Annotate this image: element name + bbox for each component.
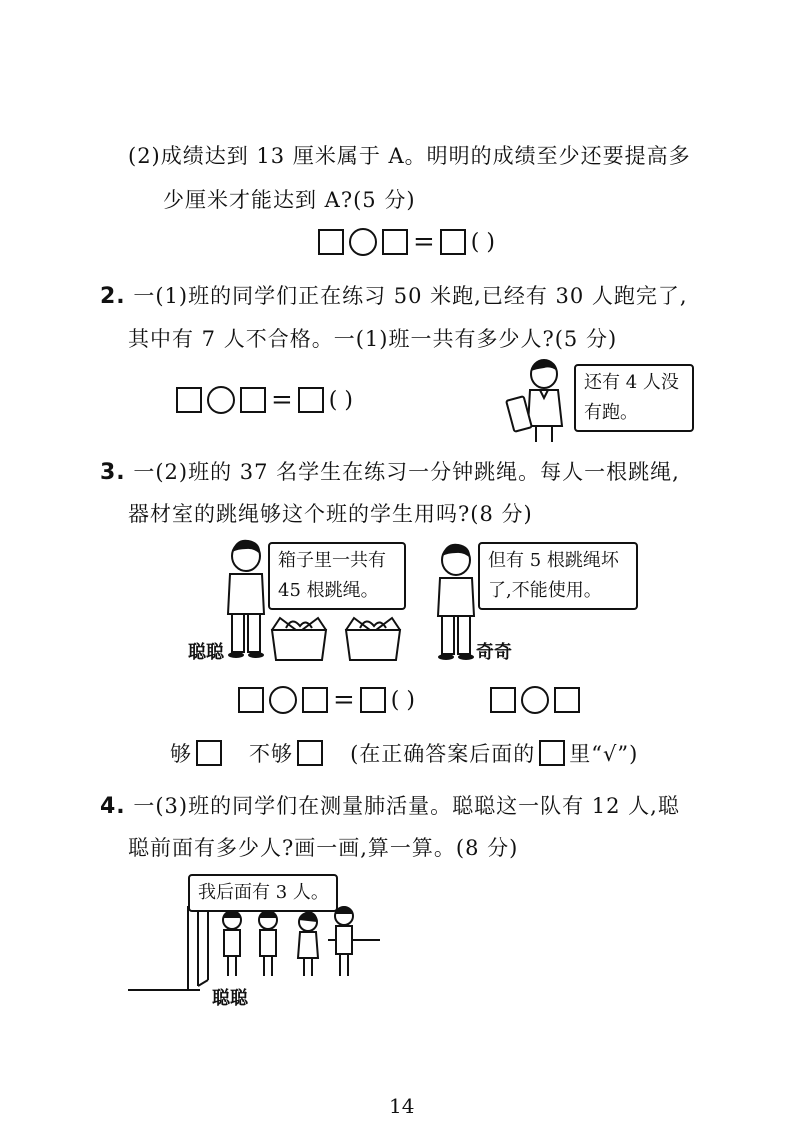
comparison-circle[interactable] — [521, 686, 549, 714]
page-number: 14 — [389, 1094, 415, 1118]
answer-box[interactable] — [360, 687, 386, 713]
q1-equation — [318, 228, 495, 256]
answer-box[interactable] — [176, 387, 202, 413]
equals-sign: = — [413, 227, 435, 257]
boy-qiqi-illustration — [432, 540, 480, 664]
operator-circle[interactable] — [207, 386, 235, 414]
answer-box[interactable] — [238, 687, 264, 713]
answer-box[interactable] — [382, 229, 408, 255]
q3-equation — [238, 686, 415, 714]
boy-congcong-illustration — [222, 536, 270, 660]
question-number: 3. — [100, 460, 126, 485]
teacher-with-clipboard-illustration — [496, 356, 586, 446]
q3-answer-choices — [170, 738, 638, 768]
bubble-line: 但有 5 根跳绳坏 — [488, 550, 619, 571]
answer-box[interactable] — [554, 687, 580, 713]
choice-not-enough-label: 不够 — [249, 742, 294, 766]
operator-circle[interactable] — [269, 686, 297, 714]
q4-line1 — [100, 790, 680, 820]
instruction-box-icon — [539, 740, 565, 766]
q3-comparison — [490, 686, 580, 714]
q3-line1 — [100, 456, 680, 486]
q4-text-line1: 一(3)班的同学们在测量肺活量。聪聪这一队有 12 人,聪 — [133, 794, 680, 818]
q4-line2: 聪前面有多少人?画一画,算一算。(8 分) — [128, 836, 519, 860]
equals-sign: = — [333, 685, 355, 715]
q2-equation — [176, 386, 353, 414]
q3-line2: 器材室的跳绳够这个班的学生用吗?(8 分) — [128, 502, 533, 526]
child-figure — [335, 906, 353, 976]
speech-bubble — [478, 542, 638, 610]
child-figure — [298, 911, 318, 976]
choice-enough-label: 够 — [170, 742, 192, 766]
speech-bubble — [574, 364, 694, 432]
speech-bubble: 我后面有 3 人。 — [188, 874, 338, 912]
speech-bubble — [268, 542, 406, 610]
box-of-jump-ropes-illustration — [340, 614, 406, 664]
name-label-congcong: 聪聪 — [188, 642, 224, 663]
answer-box[interactable] — [240, 387, 266, 413]
operator-circle[interactable] — [349, 228, 377, 256]
bubble-line: 45 根跳绳。 — [278, 580, 379, 601]
question-number: 2. — [100, 284, 126, 309]
choice-not-enough-box[interactable] — [297, 740, 323, 766]
q1-part2-line1: (2)成绩达到 13 厘米属于 A。明明的成绩至少还要提高多 — [128, 144, 691, 168]
child-figure — [259, 910, 277, 976]
q3-text-line1: 一(2)班的 37 名学生在练习一分钟跳绳。每人一根跳绳, — [133, 460, 680, 484]
child-figure — [223, 910, 241, 976]
bubble-line: 还有 4 人没 — [584, 372, 679, 393]
q2-line2: 其中有 7 人不合格。一(1)班一共有多少人?(5 分) — [128, 327, 618, 351]
box-of-jump-ropes-illustration — [266, 614, 332, 664]
choice-enough-box[interactable] — [196, 740, 222, 766]
unit-blank[interactable]: ( ) — [470, 229, 495, 255]
q2-line1 — [100, 280, 688, 310]
instruction-text: (在正确答案后面的 — [350, 742, 536, 766]
answer-box[interactable] — [298, 387, 324, 413]
bubble-line: 有跑。 — [584, 402, 638, 423]
answer-box[interactable] — [440, 229, 466, 255]
question-number: 4. — [100, 794, 126, 819]
answer-box[interactable] — [302, 687, 328, 713]
name-label-qiqi: 奇奇 — [476, 642, 512, 663]
q1-part2-line2: 少厘米才能达到 A?(5 分) — [163, 188, 416, 212]
answer-box[interactable] — [318, 229, 344, 255]
equals-sign: = — [271, 385, 293, 415]
bubble-line: 了,不能使用。 — [488, 580, 602, 601]
name-label-congcong: 聪聪 — [212, 988, 248, 1009]
bubble-line: 箱子里一共有 — [278, 550, 386, 571]
unit-blank[interactable]: ( ) — [328, 387, 353, 413]
unit-blank[interactable]: ( ) — [390, 687, 415, 713]
instruction-text: 里“√”) — [569, 742, 639, 766]
q2-text-line1: 一(1)班的同学们正在练习 50 米跑,已经有 30 人跑完了, — [133, 284, 688, 308]
answer-box[interactable] — [490, 687, 516, 713]
